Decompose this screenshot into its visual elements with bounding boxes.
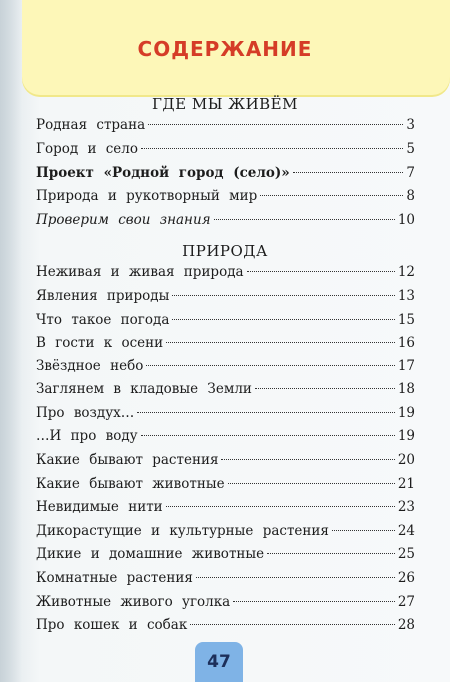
toc-entry[interactable] bbox=[36, 358, 415, 378]
dot-leader bbox=[196, 577, 395, 578]
toc-entry[interactable] bbox=[36, 546, 415, 566]
toc-entry-project[interactable] bbox=[36, 165, 415, 185]
dot-leader bbox=[267, 553, 395, 554]
dot-leader bbox=[141, 148, 403, 149]
toc-entry-label: В гости к осени bbox=[36, 335, 164, 351]
toc-entry[interactable] bbox=[36, 452, 415, 472]
toc-entry[interactable] bbox=[36, 570, 415, 590]
toc-entry-page: 12 bbox=[397, 264, 415, 280]
toc-entry-label: Животные живого уголка bbox=[36, 594, 231, 610]
toc-entry-label: Проект «Родной город (село)» bbox=[36, 165, 290, 181]
toc-entry-label: Комнатные растения bbox=[36, 570, 193, 586]
toc-entry-page: 15 bbox=[397, 312, 415, 328]
toc-entry-label: Проверим свои знания bbox=[36, 212, 211, 228]
dot-leader bbox=[228, 483, 395, 484]
dot-leader bbox=[332, 530, 395, 531]
toc-entry-page: 19 bbox=[397, 405, 415, 421]
dot-leader bbox=[146, 365, 394, 366]
toc-entry-label: Что такое погода bbox=[36, 312, 170, 328]
toc-entry-page: 20 bbox=[397, 452, 415, 468]
toc-entry-label: Невидимые нити bbox=[36, 499, 163, 515]
dot-leader bbox=[148, 124, 403, 125]
toc-entry-label: Звёздное небо bbox=[36, 358, 144, 374]
dot-leader bbox=[233, 601, 395, 602]
dot-leader bbox=[166, 506, 395, 507]
toc-entry-page: 5 bbox=[406, 141, 415, 157]
toc-entry-page: 27 bbox=[397, 594, 415, 610]
toc-entry-page: 21 bbox=[397, 476, 415, 492]
toc-entry[interactable] bbox=[36, 264, 415, 284]
toc-entry[interactable] bbox=[36, 405, 415, 425]
toc-entry-label: Какие бывают растения bbox=[36, 452, 219, 468]
toc-entry-page: 19 bbox=[397, 428, 415, 444]
dot-leader bbox=[141, 435, 395, 436]
toc-entry-page: 3 bbox=[406, 117, 415, 133]
toc-entry-page: 13 bbox=[397, 288, 415, 304]
toc-entry-review[interactable] bbox=[36, 212, 415, 232]
toc-entry[interactable] bbox=[36, 312, 415, 332]
toc-entry-label: Дикорастущие и культурные растения bbox=[36, 523, 329, 539]
toc-entry-label: Неживая и живая природа bbox=[36, 264, 244, 280]
dot-leader bbox=[247, 271, 395, 272]
toc-entry-page: 7 bbox=[406, 165, 415, 181]
section-title: ПРИРОДА bbox=[182, 242, 268, 260]
toc-entry-page: 10 bbox=[397, 212, 415, 228]
toc-entry-label: Природа и рукотворный мир bbox=[36, 188, 258, 204]
toc-entry[interactable] bbox=[36, 335, 415, 355]
dot-leader bbox=[221, 459, 394, 460]
toc-entry[interactable] bbox=[36, 617, 415, 637]
dot-leader bbox=[293, 172, 404, 173]
toc-entry-label: Город и село bbox=[36, 141, 138, 157]
toc-entry[interactable] bbox=[36, 188, 415, 208]
page-number-badge bbox=[195, 642, 243, 682]
toc-entry-label: Явления природы bbox=[36, 288, 170, 304]
toc-entry-page: 23 bbox=[397, 499, 415, 515]
page-title: СОДЕРЖАНИЕ bbox=[137, 37, 313, 61]
toc-entry-page: 8 bbox=[406, 188, 415, 204]
toc-entry[interactable] bbox=[36, 523, 415, 543]
toc-entry[interactable] bbox=[36, 476, 415, 496]
toc-entry-label: Какие бывают животные bbox=[36, 476, 225, 492]
toc-entry-label: Дикие и домашние животные bbox=[36, 546, 265, 562]
toc-entry[interactable] bbox=[36, 141, 415, 161]
dot-leader bbox=[260, 195, 403, 196]
toc-entry[interactable] bbox=[36, 594, 415, 614]
toc-entry[interactable] bbox=[36, 499, 415, 519]
toc-entry-label: Заглянем в кладовые Земли bbox=[36, 381, 252, 397]
toc-entry-page: 17 bbox=[397, 358, 415, 374]
toc-entry-label: Про воздух… bbox=[36, 405, 135, 421]
dot-leader bbox=[172, 319, 394, 320]
toc-entry-page: 28 bbox=[397, 617, 415, 633]
toc-entry[interactable] bbox=[36, 117, 415, 137]
page-number: 47 bbox=[207, 652, 231, 672]
toc-entry-page: 25 bbox=[397, 546, 415, 562]
toc-entry-page: 18 bbox=[397, 381, 415, 397]
toc-entry[interactable] bbox=[36, 428, 415, 448]
dot-leader bbox=[214, 219, 395, 220]
toc-entry-label: Про кошек и собак bbox=[36, 617, 188, 633]
dot-leader bbox=[137, 412, 395, 413]
toc-entry-page: 26 bbox=[397, 570, 415, 586]
toc-entry-page: 16 bbox=[397, 335, 415, 351]
section-title: ГДЕ МЫ ЖИВЁМ bbox=[152, 95, 298, 113]
toc-entry-page: 24 bbox=[397, 523, 415, 539]
dot-leader bbox=[255, 388, 395, 389]
dot-leader bbox=[172, 295, 394, 296]
dot-leader bbox=[190, 624, 395, 625]
toc-entry[interactable] bbox=[36, 288, 415, 308]
dot-leader bbox=[166, 342, 395, 343]
toc-entry[interactable] bbox=[36, 381, 415, 401]
toc-entry-label: …И про воду bbox=[36, 428, 138, 444]
toc-entry-label: Родная страна bbox=[36, 117, 146, 133]
